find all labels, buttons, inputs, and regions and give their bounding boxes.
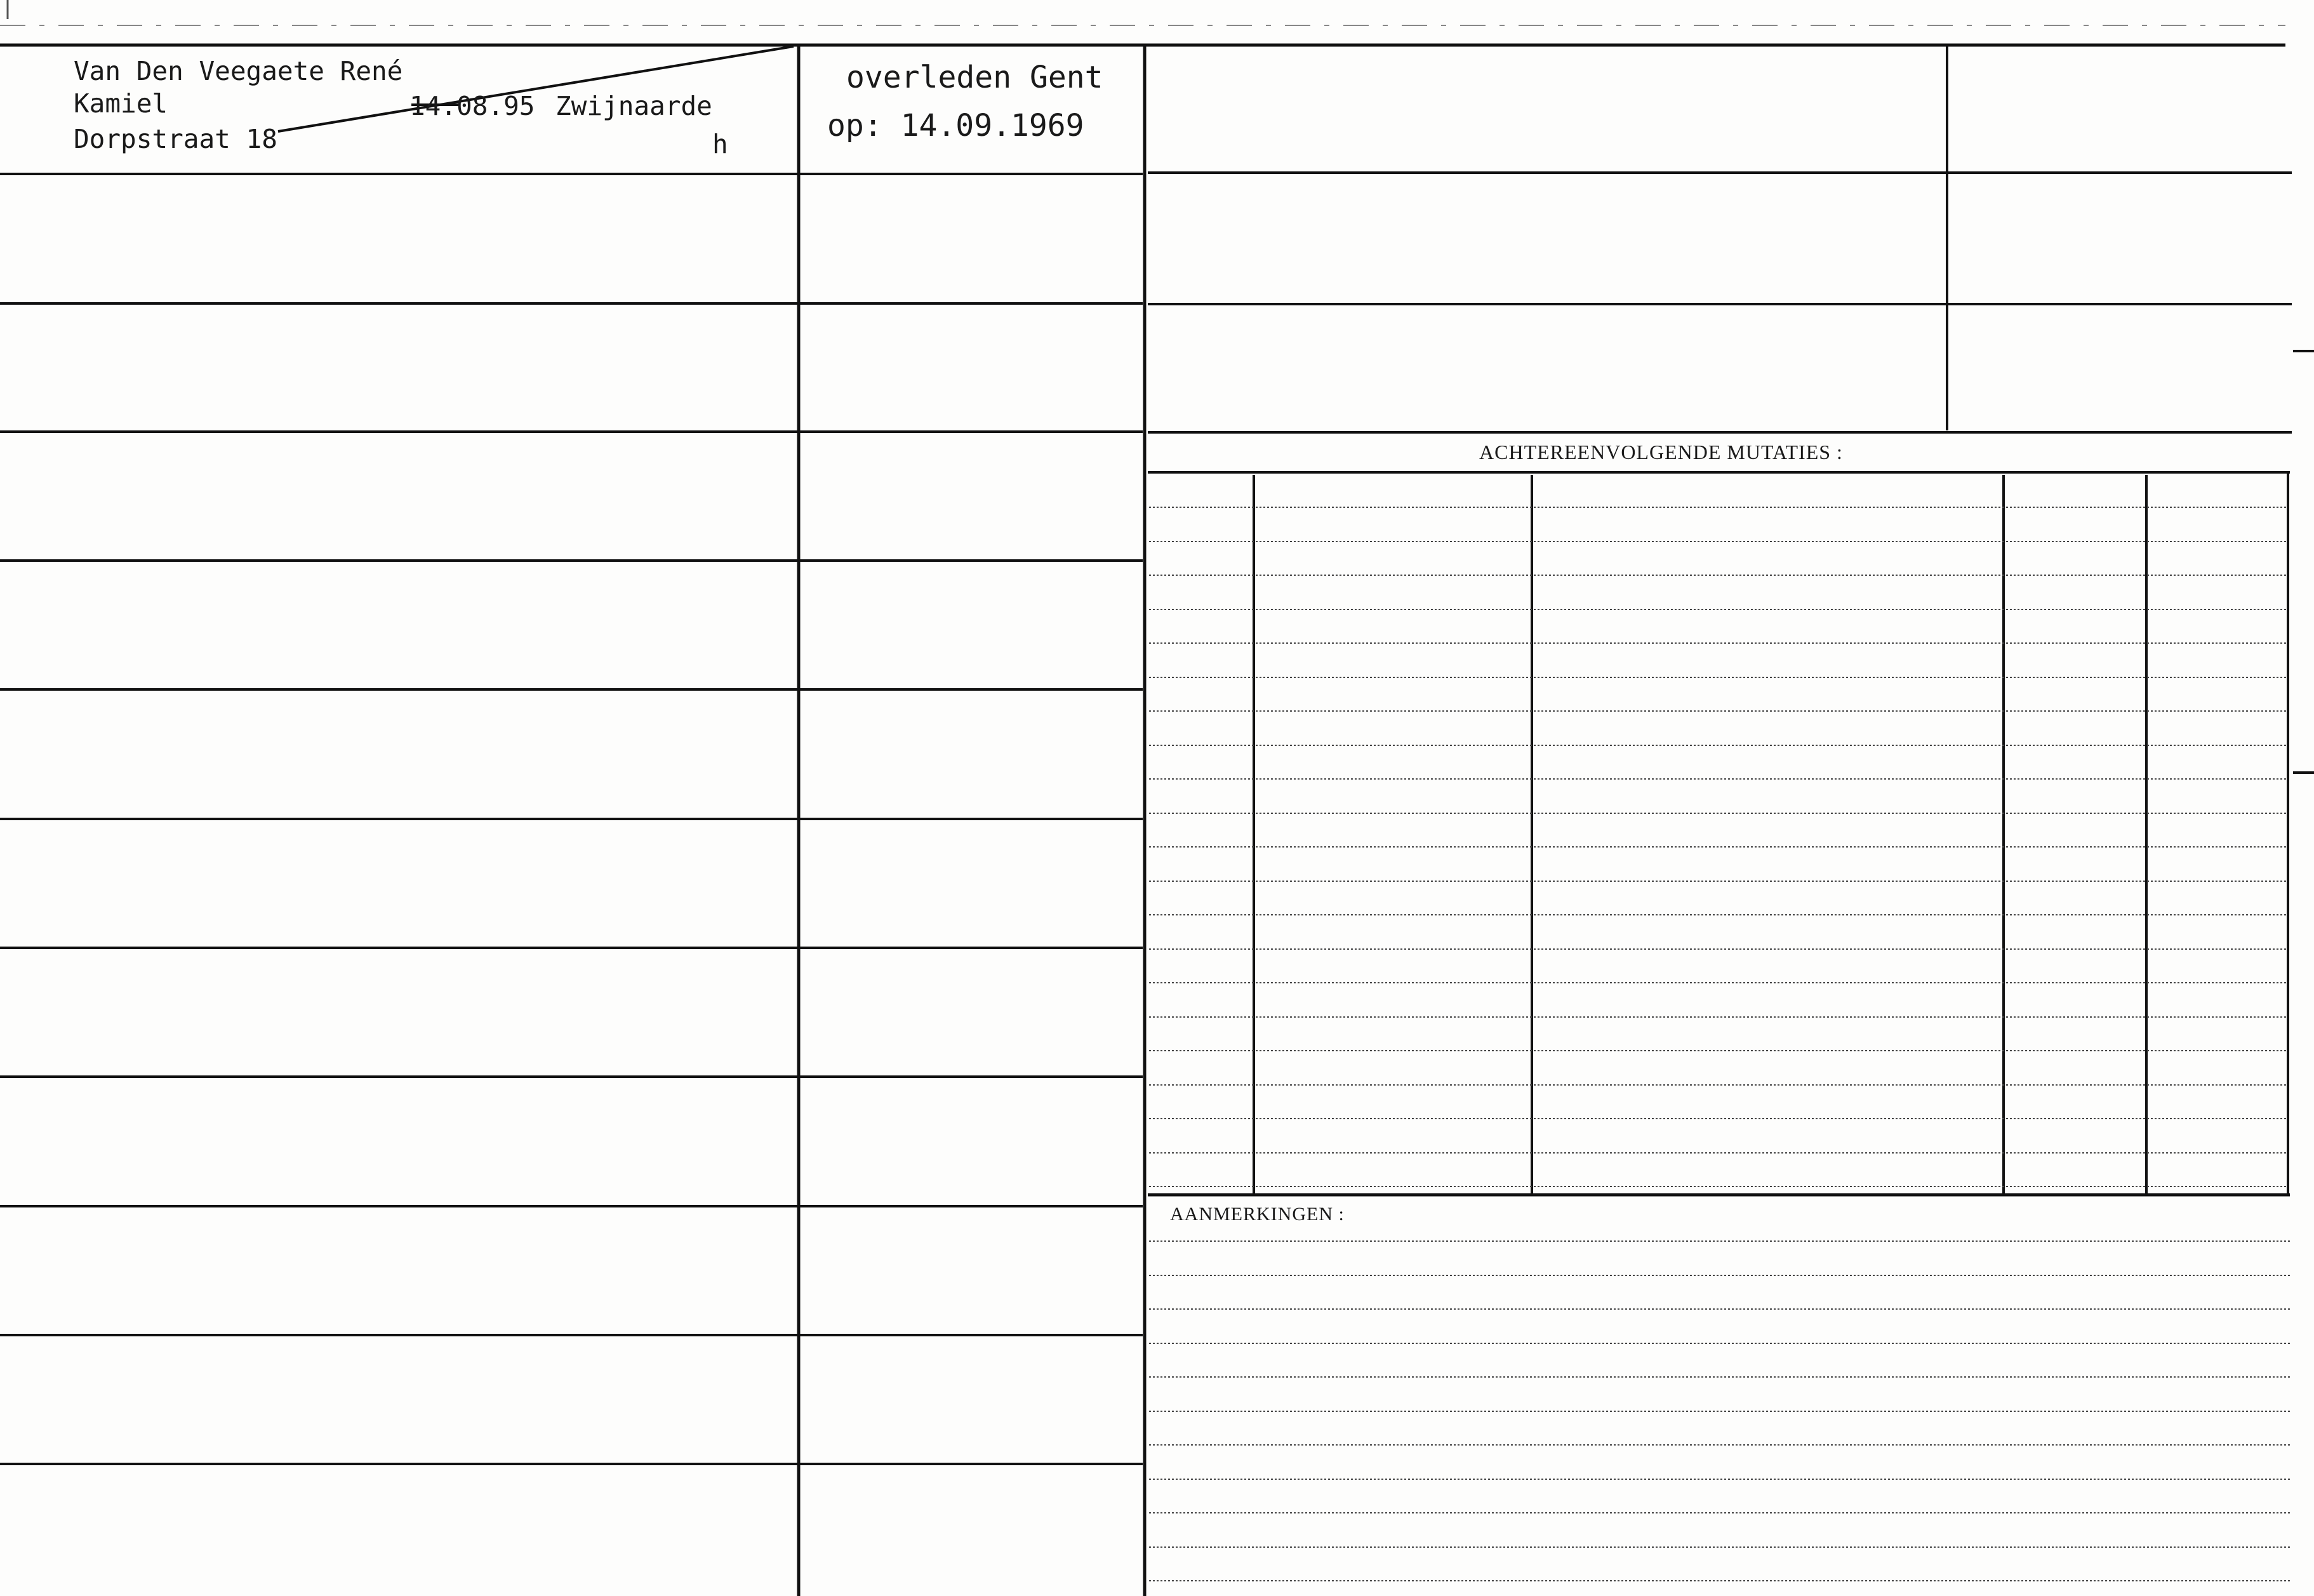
remarks-dotted-rules (1149, 1241, 2291, 1581)
entry-first-name: Kamiel (74, 88, 168, 119)
entry-name-line: Van Den Veegaete René (74, 56, 403, 86)
entry-code: h (712, 129, 728, 159)
left-row-lines (0, 174, 1143, 1464)
mutations-dotted-rules (1149, 507, 2287, 1187)
mutations-table-frame (1148, 472, 2290, 1195)
death-note-date: op: 14.09.1969 (827, 108, 1084, 143)
death-note-place: overleden Gent (846, 60, 1103, 95)
entry-address: Dorpstraat 18 (74, 124, 277, 154)
right-upper-row-lines (1148, 173, 2292, 432)
entry-birth-date: 14.08.95 (409, 91, 535, 121)
mutations-header: ACHTEREENVOLGENDE MUTATIES : (1479, 441, 1843, 463)
remarks-header: AANMERKINGEN : (1170, 1204, 1345, 1225)
entry-birth-place: Zwijnaarde (555, 91, 712, 121)
